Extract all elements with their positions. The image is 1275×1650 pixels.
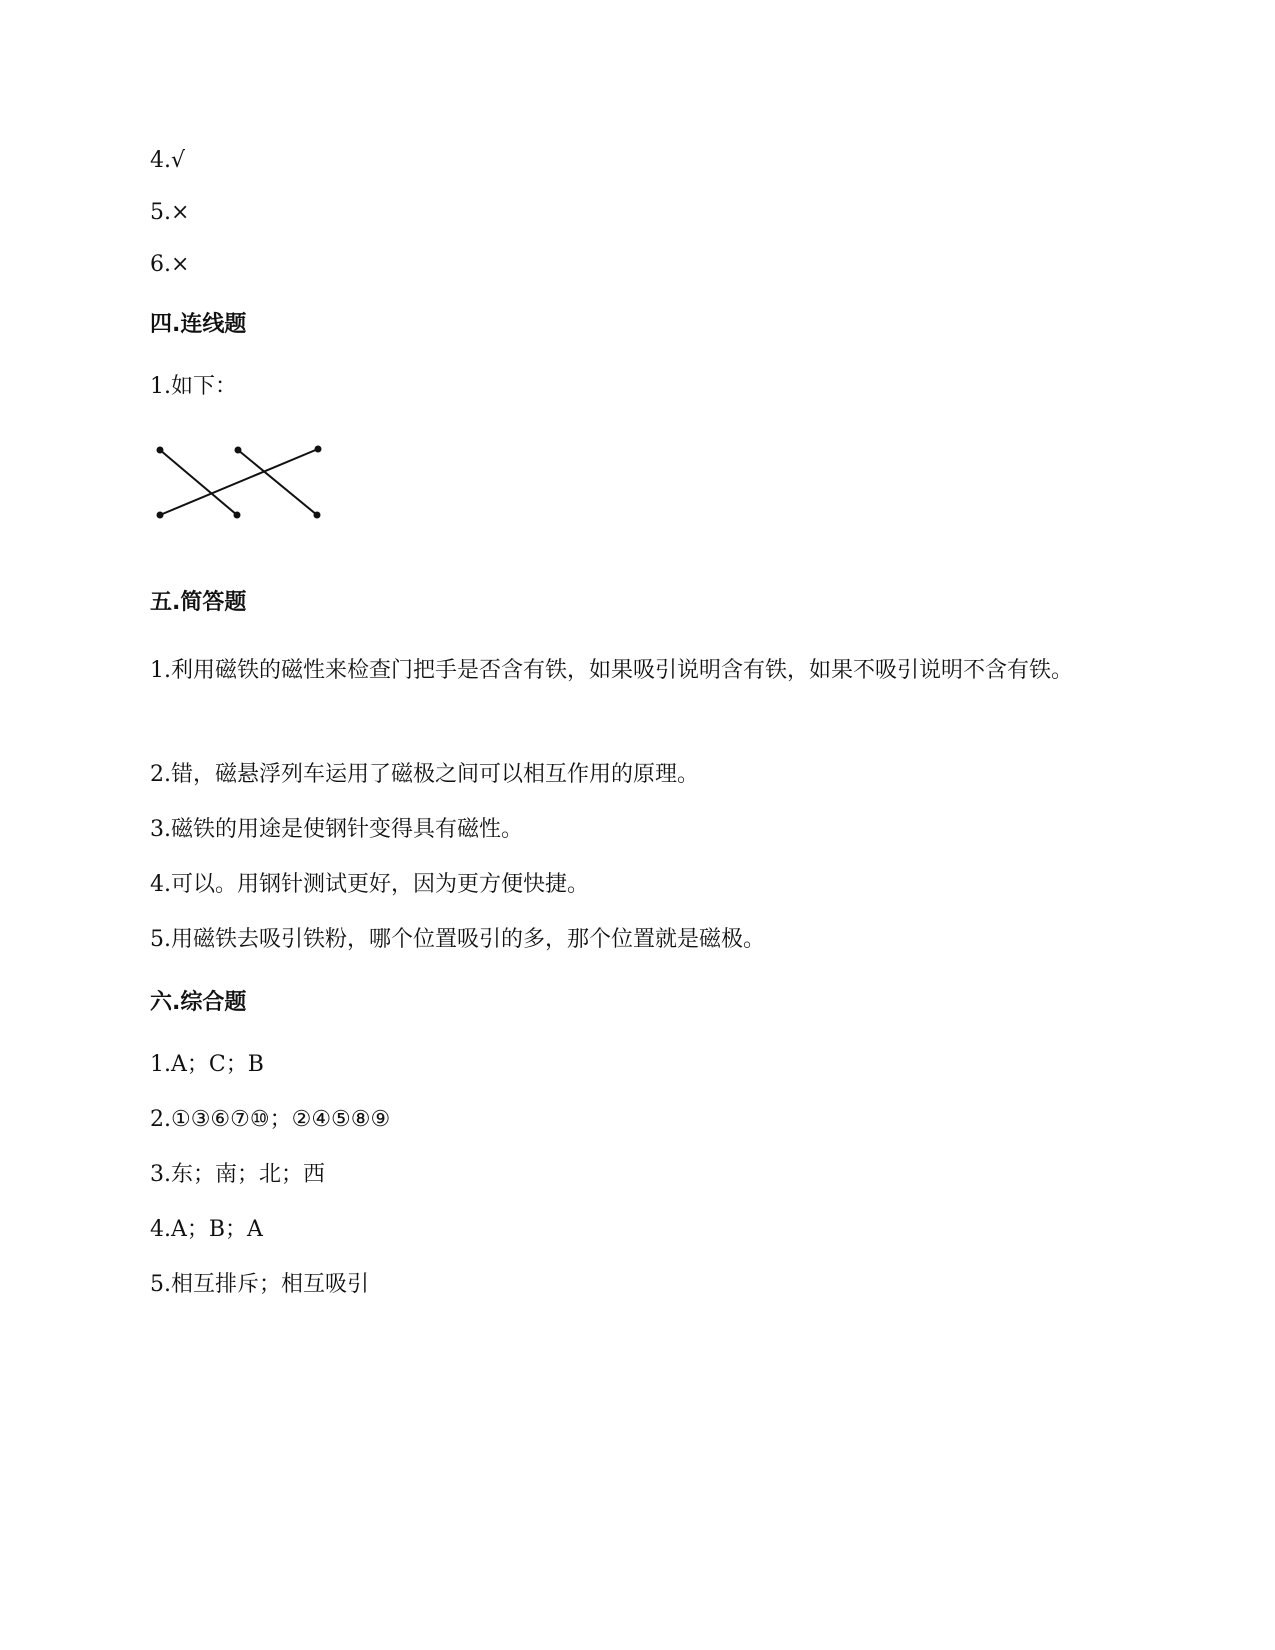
connector-dot (234, 512, 241, 519)
section-title-matching: 四.连线题 (150, 312, 247, 337)
short-answer-4: 4.可以。用钢针测试更好，因为更方便快捷。 (150, 872, 589, 897)
short-answer-2: 2.错，磁悬浮列车运用了磁极之间可以相互作用的原理。 (150, 762, 699, 787)
short-answer-1: 1.利用磁铁的磁性来检查门把手是否含有铁，如果吸引说明含有铁，如果不吸引说明不含有铁。 (150, 658, 1073, 683)
short-answer-3: 3.磁铁的用途是使钢针变得具有磁性。 (150, 817, 523, 842)
short-answer-5: 5.用磁铁去吸引铁粉，哪个位置吸引的多，那个位置就是磁极。 (150, 927, 765, 952)
connector-dot (157, 447, 164, 454)
comprehensive-answer-5: 5.相互排斥；相互吸引 (150, 1272, 369, 1297)
connector-dot (315, 446, 322, 453)
connector-line (238, 450, 317, 515)
connector-dot (235, 447, 242, 454)
connector-line (160, 450, 237, 515)
comprehensive-answer-3: 3.东；南；北；西 (150, 1162, 325, 1187)
matching-lines-diagram (150, 442, 340, 532)
section-title-short-answer: 五.简答题 (150, 590, 247, 615)
comprehensive-answer-1: 1.A；C；B (150, 1052, 264, 1077)
matching-answer-1: 1.如下： (150, 374, 237, 399)
comprehensive-answer-2: 2.①③⑥⑦⑩；②④⑤⑧⑨ (150, 1107, 391, 1132)
judgement-answer-5: 5.× (150, 200, 190, 225)
comprehensive-answer-4: 4.A；B；A (150, 1217, 263, 1242)
connector-dot (157, 512, 164, 519)
connector-dot (314, 512, 321, 519)
connector-line (160, 449, 318, 515)
judgement-answer-4: 4.√ (150, 148, 186, 173)
judgement-answer-6: 6.× (150, 252, 190, 277)
section-title-comprehensive: 六.综合题 (150, 990, 247, 1015)
